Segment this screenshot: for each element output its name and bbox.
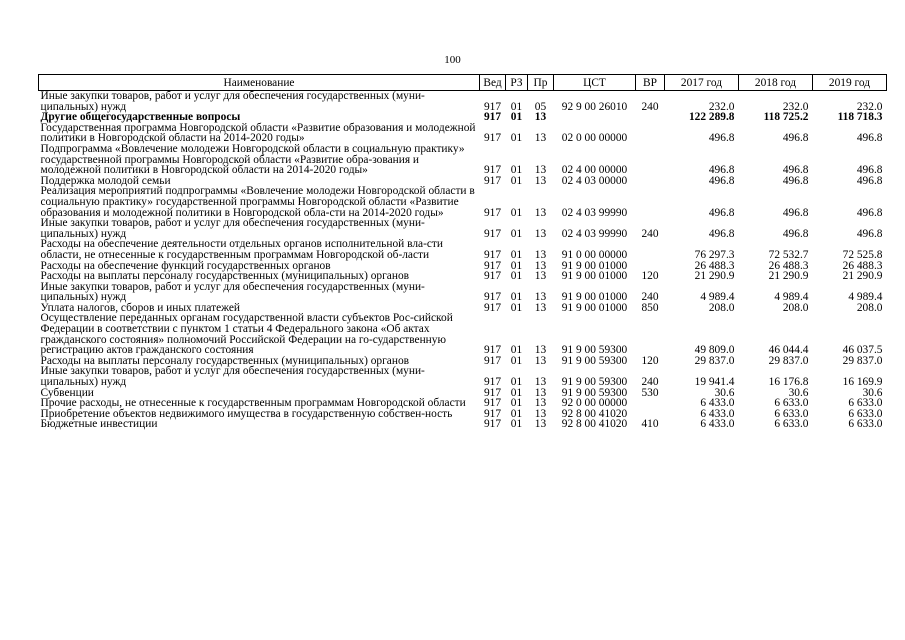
row-name: Другие общегосударственные вопросы bbox=[40, 111, 241, 124]
row-2018: 208.0 bbox=[782, 301, 809, 314]
row-2019: 6 633.0 bbox=[848, 407, 883, 420]
row-rz: 01 bbox=[510, 227, 523, 240]
row-vr: 850 bbox=[641, 301, 659, 314]
table-body bbox=[39, 91, 887, 431]
row-2017: 4 989.4 bbox=[700, 291, 735, 304]
row-cst: 91 9 00 01000 bbox=[561, 259, 628, 272]
row-2019: 496.8 bbox=[856, 206, 883, 219]
row-name: Расходы на выплаты персоналу государственных (муниципальных) органов bbox=[40, 354, 410, 367]
row-rz: 01 bbox=[510, 248, 523, 261]
row-pr: 13 bbox=[534, 344, 547, 357]
row-vr bbox=[636, 313, 665, 355]
row-cst: 02 4 03 99990 bbox=[561, 227, 628, 240]
row-cst: 92 8 00 41020 bbox=[561, 418, 628, 431]
row-2017: 232.0 bbox=[708, 100, 735, 113]
row-2017: 208.0 bbox=[708, 301, 735, 314]
row-vr: 530 bbox=[641, 386, 659, 399]
row-ved: 917 bbox=[483, 111, 502, 124]
row-rz: 01 bbox=[510, 344, 523, 357]
row-2017: 26 488.3 bbox=[694, 259, 735, 272]
table-row bbox=[39, 91, 887, 113]
row-2017: 49 809.0 bbox=[694, 344, 735, 357]
row-name: Расходы на обеспечение функций государственных органов bbox=[40, 259, 331, 272]
row-ved: 917 bbox=[483, 386, 502, 399]
row-vr: 240 bbox=[641, 291, 659, 304]
row-pr: 13 bbox=[534, 418, 547, 431]
row-2018: 72 532.7 bbox=[768, 248, 809, 261]
row-pr: 13 bbox=[534, 132, 547, 145]
table-row bbox=[39, 239, 887, 260]
row-rz: 01 bbox=[510, 164, 523, 177]
row-2019: 208.0 bbox=[856, 301, 883, 314]
row-2019: 118 718.3 bbox=[837, 111, 883, 124]
row-ved: 917 bbox=[483, 397, 502, 410]
row-2017: 76 297.3 bbox=[694, 248, 735, 261]
row-pr: 13 bbox=[534, 397, 547, 410]
header-2018: 2018 год bbox=[739, 75, 813, 91]
row-2018: 29 837.0 bbox=[768, 354, 809, 367]
row-pr: 13 bbox=[534, 386, 547, 399]
row-2019: 4 989.4 bbox=[848, 291, 883, 304]
row-pr: 13 bbox=[534, 291, 547, 304]
row-2019: 496.8 bbox=[856, 132, 883, 145]
row-2018: 496.8 bbox=[782, 164, 809, 177]
row-rz: 01 bbox=[510, 376, 523, 389]
table-row bbox=[39, 186, 887, 218]
row-2019: 29 837.0 bbox=[842, 354, 883, 367]
row-vr: 240 bbox=[641, 376, 659, 389]
row-2018: 26 488.3 bbox=[768, 259, 809, 272]
row-name: Иные закупки товаров, работ и услуг для обеспечения государственных (муни-ципальных) нужд bbox=[40, 217, 425, 240]
row-pr: 13 bbox=[534, 301, 547, 314]
row-2018: 6 633.0 bbox=[774, 418, 809, 431]
row-vr bbox=[636, 176, 665, 187]
row-2019: 496.8 bbox=[856, 164, 883, 177]
row-2017: 496.8 bbox=[708, 206, 735, 219]
row-name: Государственная программа Новгородской области «Развитие образования и молодежной политики в Новгородской области на 2014-2020 годы» bbox=[40, 121, 476, 145]
row-2018: 118 725.2 bbox=[763, 111, 809, 124]
row-vr: 120 bbox=[641, 354, 659, 367]
row-2019: 496.8 bbox=[856, 227, 883, 240]
row-2019: 16 169.9 bbox=[842, 376, 883, 389]
row-name: Иные закупки товаров, работ и услуг для обеспечения государственных (муни-ципальных) нужд bbox=[40, 90, 425, 113]
row-rz: 01 bbox=[510, 418, 523, 431]
row-cst: 92 8 00 41020 bbox=[561, 407, 628, 420]
row-2018: 4 989.4 bbox=[774, 291, 809, 304]
row-2018: 232.0 bbox=[782, 100, 809, 113]
row-vr bbox=[636, 144, 665, 176]
table-header-row bbox=[39, 75, 887, 91]
row-ved: 917 bbox=[483, 174, 502, 187]
row-ved: 917 bbox=[483, 248, 502, 261]
row-ved: 917 bbox=[483, 354, 502, 367]
table-row bbox=[39, 313, 887, 355]
row-2017: 496.8 bbox=[708, 164, 735, 177]
row-ved: 917 bbox=[483, 291, 502, 304]
row-pr: 13 bbox=[534, 206, 547, 219]
row-2018: 496.8 bbox=[782, 174, 809, 187]
row-2018: 30.6 bbox=[788, 386, 809, 399]
budget-table bbox=[38, 74, 887, 430]
row-ved: 917 bbox=[483, 418, 502, 431]
row-cst: 02 4 03 00000 bbox=[561, 174, 628, 187]
row-2019: 232.0 bbox=[856, 100, 883, 113]
row-2019: 30.6 bbox=[862, 386, 883, 399]
row-cst: 02 4 03 99990 bbox=[561, 206, 628, 219]
row-vr bbox=[636, 112, 665, 123]
row-pr: 13 bbox=[534, 354, 547, 367]
row-2019: 46 037.5 bbox=[842, 344, 883, 357]
row-2017: 6 433.0 bbox=[700, 418, 735, 431]
row-cst: 91 9 00 01000 bbox=[561, 301, 628, 314]
row-2018: 16 176.8 bbox=[768, 376, 809, 389]
row-pr: 13 bbox=[534, 407, 547, 420]
row-rz: 01 bbox=[510, 174, 523, 187]
row-name: Расходы на выплаты персоналу государственных (муниципальных) органов bbox=[40, 270, 410, 283]
header-2019: 2019 год bbox=[813, 75, 887, 91]
row-pr: 13 bbox=[534, 259, 547, 272]
row-2018: 496.8 bbox=[782, 132, 809, 145]
row-2018: 21 290.9 bbox=[768, 270, 809, 283]
row-ved: 917 bbox=[483, 164, 502, 177]
row-cst: 91 0 00 00000 bbox=[561, 248, 628, 261]
row-2017: 496.8 bbox=[708, 174, 735, 187]
row-rz: 01 bbox=[510, 206, 523, 219]
row-cst: 02 0 00 00000 bbox=[561, 132, 628, 145]
row-pr: 05 bbox=[534, 100, 547, 113]
header-pr: Пр bbox=[528, 75, 554, 91]
row-ved: 917 bbox=[483, 270, 502, 283]
row-vr bbox=[636, 239, 665, 260]
row-2017: 29 837.0 bbox=[694, 354, 735, 367]
row-vr: 240 bbox=[641, 227, 659, 240]
row-vr: 120 bbox=[641, 270, 659, 283]
row-2019: 6 633.0 bbox=[848, 397, 883, 410]
row-rz: 01 bbox=[510, 132, 523, 145]
row-cst: 91 9 00 01000 bbox=[561, 270, 628, 283]
row-ved: 917 bbox=[483, 132, 502, 145]
row-name: Бюджетные инвестиции bbox=[40, 418, 158, 431]
row-cst bbox=[554, 112, 636, 123]
header-name: Наименование bbox=[39, 75, 480, 91]
row-pr: 13 bbox=[534, 164, 547, 177]
row-ved: 917 bbox=[483, 344, 502, 357]
row-pr: 13 bbox=[534, 174, 547, 187]
header-2017: 2017 год bbox=[665, 75, 739, 91]
row-cst: 91 9 00 59300 bbox=[561, 344, 628, 357]
row-name: Иные закупки товаров, работ и услуг для обеспечения государственных (муни-ципальных) нужд bbox=[40, 280, 425, 304]
header-vr: ВР bbox=[636, 75, 665, 91]
row-pr: 13 bbox=[534, 376, 547, 389]
row-rz: 01 bbox=[510, 354, 523, 367]
row-name: Приобретение объектов недвижимого имущества в государственную собствен-ность bbox=[40, 407, 453, 420]
table-row bbox=[39, 282, 887, 303]
table-row bbox=[39, 366, 887, 387]
row-2017: 21 290.9 bbox=[694, 270, 735, 283]
row-name: Прочие расходы, не отнесенные к государственным программам Новгородской области bbox=[40, 397, 466, 410]
row-vr bbox=[636, 123, 665, 144]
row-name: Осуществление переданных органам государственной власти субъектов Рос-сийской Федерации в соответствии с пунктом 1 статьи 4 Федерального закона «Об актах гражданского состояния» полномочий Российской Федерации на го-сударственную регистрацию актов гражданского состояния bbox=[40, 312, 453, 357]
row-name: Уплата налогов, сборов и иных платежей bbox=[40, 301, 240, 314]
header-ved: Вед bbox=[480, 75, 506, 91]
table-row bbox=[39, 123, 887, 144]
row-2017: 6 433.0 bbox=[700, 407, 735, 420]
row-name: Подпрограмма «Вовлечение молодежи Новгородской области в социальную практику» государственной программы Новгородской области «Развитие обра-зования и молодежной политики в Новгородской области на 2014-2020 годы» bbox=[40, 142, 465, 177]
row-2017: 496.8 bbox=[708, 227, 735, 240]
row-rz: 01 bbox=[510, 301, 523, 314]
row-pr: 13 bbox=[534, 248, 547, 261]
row-rz: 01 bbox=[510, 291, 523, 304]
table-row bbox=[39, 144, 887, 176]
row-ved: 917 bbox=[483, 376, 502, 389]
row-rz: 01 bbox=[510, 270, 523, 283]
row-ved: 917 bbox=[483, 259, 502, 272]
row-2018: 6 633.0 bbox=[774, 407, 809, 420]
row-ved: 917 bbox=[483, 301, 502, 314]
row-pr: 13 bbox=[534, 111, 547, 124]
page-number: 100 bbox=[444, 54, 461, 66]
row-name: Реализация мероприятий подпрограммы «Вовлечение молодежи Новгородской области в социальную практику» государственной программы Новгородской области «Развитие образования и молодежной политики в Новгородской обла-сти на 2014-2020 годы» bbox=[40, 185, 475, 219]
row-vr bbox=[636, 398, 665, 409]
row-rz: 01 bbox=[510, 407, 523, 420]
row-2018: 496.8 bbox=[782, 206, 809, 219]
row-ved: 917 bbox=[483, 227, 502, 240]
row-rz: 01 bbox=[510, 397, 523, 410]
row-rz: 01 bbox=[510, 259, 523, 272]
row-2019: 72 525.8 bbox=[842, 248, 883, 261]
row-cst: 91 9 00 01000 bbox=[561, 291, 628, 304]
row-name: Поддержка молодой семьи bbox=[40, 174, 171, 187]
row-2017: 496.8 bbox=[708, 132, 735, 145]
row-vr: 240 bbox=[641, 100, 659, 113]
row-2018: 46 044.4 bbox=[768, 344, 809, 357]
row-cst: 91 9 00 59300 bbox=[561, 376, 628, 389]
table-row bbox=[39, 218, 887, 239]
row-cst: 92 0 00 00000 bbox=[561, 397, 628, 410]
row-pr: 13 bbox=[534, 270, 547, 283]
row-cst: 91 9 00 59300 bbox=[561, 354, 628, 367]
row-2019: 26 488.3 bbox=[842, 259, 883, 272]
row-pr: 13 bbox=[534, 227, 547, 240]
row-ved: 917 bbox=[483, 100, 502, 113]
row-name: Субвенции bbox=[40, 386, 94, 399]
row-2017: 30.6 bbox=[714, 386, 735, 399]
header-cst: ЦСТ bbox=[554, 75, 636, 91]
row-rz: 01 bbox=[510, 386, 523, 399]
table-row bbox=[39, 409, 887, 420]
row-2018: 496.8 bbox=[782, 227, 809, 240]
row-vr bbox=[636, 186, 665, 218]
row-cst: 02 4 00 00000 bbox=[561, 164, 628, 177]
row-ved: 917 bbox=[483, 206, 502, 219]
row-2019: 21 290.9 bbox=[842, 270, 883, 283]
row-name: Иные закупки товаров, работ и услуг для обеспечения государственных (муни-ципальных) нужд bbox=[40, 365, 425, 389]
row-2017: 122 289.8 bbox=[688, 111, 735, 124]
row-2017: 19 941.4 bbox=[694, 376, 735, 389]
row-rz: 01 bbox=[510, 100, 523, 113]
row-rz: 01 bbox=[510, 111, 523, 124]
row-name: Расходы на обеспечение деятельности отдельных органов исполнительной вла-сти области, не отнесенные к государственным программам Новгородской об-ласти bbox=[40, 238, 443, 261]
table-row bbox=[39, 419, 887, 430]
header-rz: РЗ bbox=[506, 75, 528, 91]
row-2017: 6 433.0 bbox=[700, 397, 735, 410]
row-cst: 92 9 00 26010 bbox=[561, 100, 628, 113]
row-vr: 410 bbox=[641, 418, 659, 431]
row-2019: 6 633.0 bbox=[848, 418, 883, 431]
row-ved: 917 bbox=[483, 407, 502, 420]
row-2019: 496.8 bbox=[856, 174, 883, 187]
row-cst: 91 9 00 59300 bbox=[561, 386, 628, 399]
row-2018: 6 633.0 bbox=[774, 397, 809, 410]
